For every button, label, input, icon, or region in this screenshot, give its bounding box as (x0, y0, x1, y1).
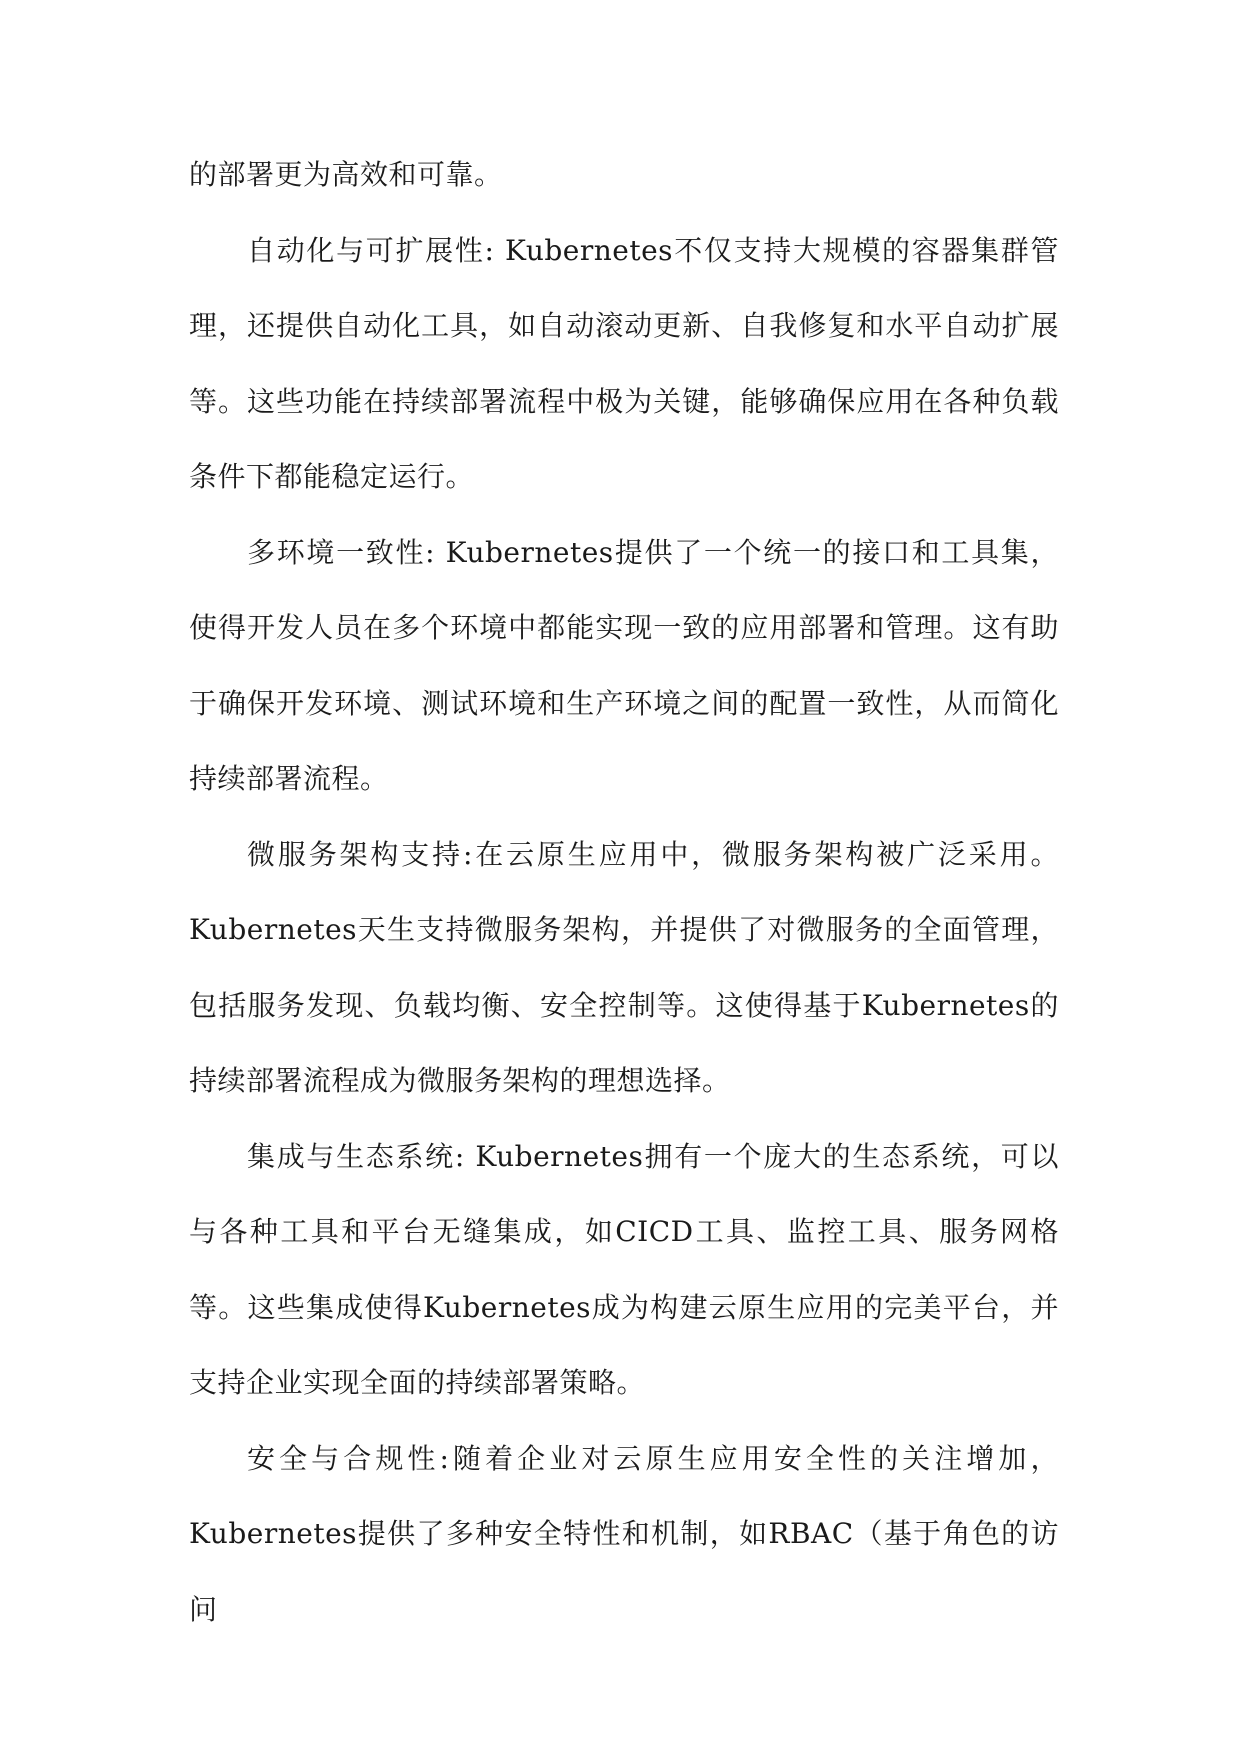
paragraph-intro-continuation: 的部署更为高效和可靠。 (189, 158, 503, 191)
paragraph-multi-environment-consistency: 多环境一致性: Kubernetes提供了一个统一的接口和工具集，使得开发人员在多个环境中都能实现一致的应用部署和管理。这有助于确保开发环境、测试环境和生产环境之间的配置一致性，从而简化持续部署流程。 (189, 535, 1059, 795)
paragraph-security-compliance: 安全与合规性:随着企业对云原生应用安全性的关注增加，Kubernetes提供了多种安全特性和机制，如RBAC（基于角色的访问 (189, 1441, 1059, 1626)
document-body (189, 137, 1059, 1647)
paragraph-integration-ecosystem: 集成与生态系统: Kubernetes拥有一个庞大的生态系统，可以与各种工具和平台无缝集成，如CICD工具、监控工具、服务网格等。这些集成使得Kubernetes成为构建云原生应用的完美平台，并支持企业实现全面的持续部署策略。 (189, 1139, 1059, 1399)
paragraph-automation-scalability: 自动化与可扩展性: Kubernetes不仅支持大规模的容器集群管理，还提供自动化工具，如自动滚动更新、自我修复和水平自动扩展等。这些功能在持续部署流程中极为关键，能够确保应用在各种负载条件下都能稳定运行。 (189, 233, 1059, 493)
paragraph-microservices-support: 微服务架构支持:在云原生应用中，微服务架构被广泛采用。Kubernetes天生支持微服务架构，并提供了对微服务的全面管理，包括服务发现、负载均衡、安全控制等。这使得基于Kubernetes的持续部署流程成为微服务架构的理想选择。 (189, 837, 1059, 1097)
